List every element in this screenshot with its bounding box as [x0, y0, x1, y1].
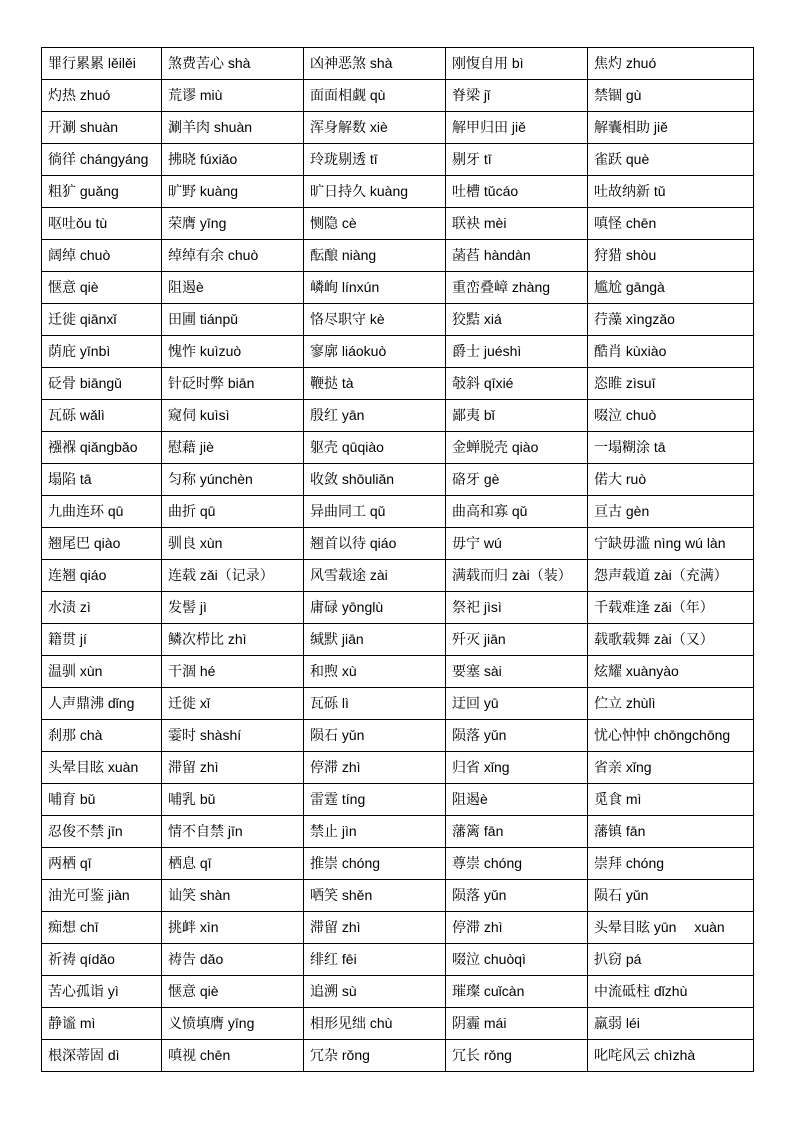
vocab-cell: 追溯 sù	[304, 976, 446, 1008]
table-row	[42, 656, 754, 688]
vocab-cell: 连载 zǎi（记录）	[162, 560, 304, 592]
vocabulary-table-body	[42, 48, 754, 1072]
vocab-cell: 脊梁 jǐ	[446, 80, 588, 112]
vocab-cell: 阔绰 chuò	[42, 240, 162, 272]
vocab-cell: 慰藉 jiè	[162, 432, 304, 464]
vocab-cell: 煞费苦心 shà	[162, 48, 304, 80]
vocab-cell: 解囊相助 jiě	[588, 112, 754, 144]
vocab-cell: 寥廓 liáokuò	[304, 336, 446, 368]
vocab-cell: 庸碌 yōnglù	[304, 592, 446, 624]
table-row	[42, 848, 754, 880]
vocab-cell: 荫庇 yīnbì	[42, 336, 162, 368]
vocab-cell: 籍贯 jí	[42, 624, 162, 656]
vocab-cell: 尴尬 gāngà	[588, 272, 754, 304]
vocab-cell: 雀跃 què	[588, 144, 754, 176]
table-row	[42, 272, 754, 304]
vocab-cell: 恻隐 cè	[304, 208, 446, 240]
vocab-cell: 阻遏è	[446, 784, 588, 816]
table-row	[42, 48, 754, 80]
table-row	[42, 912, 754, 944]
vocab-cell: 菡萏 hàndàn	[446, 240, 588, 272]
vocab-cell: 殷红 yān	[304, 400, 446, 432]
vocab-cell: 驯良 xùn	[162, 528, 304, 560]
vocab-cell: 徜徉 chángyáng	[42, 144, 162, 176]
vocab-cell: 滞留 zhì	[162, 752, 304, 784]
vocab-cell: 狡黠 xiá	[446, 304, 588, 336]
vocab-cell: 义愤填膺 yīng	[162, 1008, 304, 1040]
vocab-cell: 涮羊肉 shuàn	[162, 112, 304, 144]
vocab-cell: 情不自禁 jīn	[162, 816, 304, 848]
table-row	[42, 368, 754, 400]
vocab-cell: 祷告 dǎo	[162, 944, 304, 976]
table-row	[42, 944, 754, 976]
vocab-cell: 收敛 shōuliǎn	[304, 464, 446, 496]
vocab-cell: 冗杂 rǒng	[304, 1040, 446, 1072]
vocab-cell: 迁徙 qiānxǐ	[42, 304, 162, 336]
vocab-cell: 发髻 jì	[162, 592, 304, 624]
vocab-cell: 痴想 chī	[42, 912, 162, 944]
vocab-cell: 开涮 shuàn	[42, 112, 162, 144]
vocab-cell: 禁止 jìn	[304, 816, 446, 848]
vocab-cell: 载歌载舞 zài（又）	[588, 624, 754, 656]
vocab-cell: 田圃 tiánpǔ	[162, 304, 304, 336]
table-row	[42, 144, 754, 176]
vocab-cell: 一塌糊涂 tā	[588, 432, 754, 464]
vocab-cell: 荣膺 yīng	[162, 208, 304, 240]
vocab-cell: 毋宁 wú	[446, 528, 588, 560]
vocab-cell: 满载而归 zài（装）	[446, 560, 588, 592]
vocab-cell: 陨落 yǔn	[446, 720, 588, 752]
vocab-cell: 怨声载道 zài（充满）	[588, 560, 754, 592]
vocab-cell: 祈祷 qídǎo	[42, 944, 162, 976]
vocab-cell: 连翘 qiáo	[42, 560, 162, 592]
table-row	[42, 240, 754, 272]
table-row	[42, 720, 754, 752]
table-row	[42, 336, 754, 368]
table-row	[42, 176, 754, 208]
vocab-cell: 炫耀 xuànyào	[588, 656, 754, 688]
vocab-cell: 罪行累累 lěilěi	[42, 48, 162, 80]
vocab-cell: 恪尽职守 kè	[304, 304, 446, 336]
vocab-cell: 异曲同工 qǔ	[304, 496, 446, 528]
vocab-cell: 栖息 qī	[162, 848, 304, 880]
vocab-cell: 祭祀 jìsì	[446, 592, 588, 624]
vocab-cell: 砭骨 biāngǔ	[42, 368, 162, 400]
vocab-cell: 霎时 shàshí	[162, 720, 304, 752]
table-row	[42, 400, 754, 432]
vocab-cell: 亘古 gèn	[588, 496, 754, 528]
vocab-cell: 中流砥柱 dǐzhù	[588, 976, 754, 1008]
table-row	[42, 560, 754, 592]
vocab-cell: 冗长 rǒng	[446, 1040, 588, 1072]
vocab-cell: 相形见绌 chù	[304, 1008, 446, 1040]
vocab-cell: 翘尾巴 qiào	[42, 528, 162, 560]
vocab-cell: 啜泣 chuòqì	[446, 944, 588, 976]
vocab-cell: 苦心孤诣 yì	[42, 976, 162, 1008]
table-row	[42, 432, 754, 464]
vocab-cell: 雷霆 tíng	[304, 784, 446, 816]
vocab-cell: 藩镇 fān	[588, 816, 754, 848]
vocab-cell: 攲斜 qīxié	[446, 368, 588, 400]
vocab-cell: 嗔怪 chēn	[588, 208, 754, 240]
table-row	[42, 528, 754, 560]
vocab-cell: 省亲 xǐng	[588, 752, 754, 784]
vocab-cell: 两栖 qī	[42, 848, 162, 880]
table-row	[42, 976, 754, 1008]
vocab-cell: 尊崇 chóng	[446, 848, 588, 880]
vocab-cell: 停滞 zhì	[304, 752, 446, 784]
vocab-cell: 解甲归田 jiě	[446, 112, 588, 144]
vocab-cell: 粗犷 guǎng	[42, 176, 162, 208]
vocab-cell: 迁徙 xǐ	[162, 688, 304, 720]
vocab-cell: 风雪载途 zài	[304, 560, 446, 592]
vocab-cell: 酷肖 kùxiào	[588, 336, 754, 368]
vocab-cell: 硌牙 gè	[446, 464, 588, 496]
table-row	[42, 208, 754, 240]
vocab-cell: 偌大 ruò	[588, 464, 754, 496]
table-row	[42, 496, 754, 528]
vocab-cell: 瓦砾 wǎlì	[42, 400, 162, 432]
table-row	[42, 304, 754, 336]
vocab-cell: 缄默 jiān	[304, 624, 446, 656]
vocab-cell: 吐故纳新 tǔ	[588, 176, 754, 208]
vocab-cell: 躯壳 qūqiào	[304, 432, 446, 464]
vocab-cell: 凶神恶煞 shà	[304, 48, 446, 80]
table-row	[42, 624, 754, 656]
vocab-cell: 曲折 qū	[162, 496, 304, 528]
vocab-cell: 忧心忡忡 chōngchōng	[588, 720, 754, 752]
vocab-cell: 曲高和寡 qǔ	[446, 496, 588, 528]
vocab-cell: 荇藻 xìngzǎo	[588, 304, 754, 336]
vocab-cell: 水渍 zì	[42, 592, 162, 624]
vocab-cell: 迂回 yū	[446, 688, 588, 720]
vocab-cell: 推崇 chóng	[304, 848, 446, 880]
vocab-cell: 翘首以待 qiáo	[304, 528, 446, 560]
vocab-cell: 停滞 zhì	[446, 912, 588, 944]
vocab-cell: 头晕目眩 yūn xuàn	[588, 912, 754, 944]
vocab-cell: 匀称 yúnchèn	[162, 464, 304, 496]
vocab-cell: 宁缺毋滥 nìng wú làn	[588, 528, 754, 560]
vocab-cell: 阻遏è	[162, 272, 304, 304]
vocab-cell: 爵士 juéshì	[446, 336, 588, 368]
vocab-cell: 焦灼 zhuó	[588, 48, 754, 80]
vocab-cell: 伫立 zhùlì	[588, 688, 754, 720]
vocab-cell: 挑衅 xìn	[162, 912, 304, 944]
vocab-cell: 刚愎自用 bì	[446, 48, 588, 80]
vocab-cell: 阴霾 mái	[446, 1008, 588, 1040]
vocab-cell: 陨落 yǔn	[446, 880, 588, 912]
vocab-cell: 惬意 qiè	[162, 976, 304, 1008]
vocab-cell: 刹那 chà	[42, 720, 162, 752]
table-row	[42, 784, 754, 816]
table-row	[42, 688, 754, 720]
vocab-cell: 绰绰有余 chuò	[162, 240, 304, 272]
vocabulary-table	[41, 47, 754, 1072]
vocab-cell: 金蝉脱壳 qiào	[446, 432, 588, 464]
vocab-cell: 剔牙 tī	[446, 144, 588, 176]
vocab-cell: 藩篱 fān	[446, 816, 588, 848]
vocab-cell: 拂晓 fúxiǎo	[162, 144, 304, 176]
vocab-cell: 叱咤风云 chìzhà	[588, 1040, 754, 1072]
vocab-cell: 鄙夷 bǐ	[446, 400, 588, 432]
vocab-cell: 嶙峋 línxún	[304, 272, 446, 304]
vocab-cell: 呕吐ǒu tù	[42, 208, 162, 240]
vocab-cell: 干涸 hé	[162, 656, 304, 688]
vocab-cell: 啜泣 chuò	[588, 400, 754, 432]
vocab-cell: 荒谬 miù	[162, 80, 304, 112]
vocab-cell: 旷野 kuàng	[162, 176, 304, 208]
vocab-cell: 狩猎 shòu	[588, 240, 754, 272]
vocab-cell: 陨石 yǔn	[588, 880, 754, 912]
vocab-cell: 讪笑 shàn	[162, 880, 304, 912]
vocab-cell: 绯红 fēi	[304, 944, 446, 976]
vocab-cell: 愧怍 kuìzuò	[162, 336, 304, 368]
table-row	[42, 592, 754, 624]
vocab-cell: 要塞 sài	[446, 656, 588, 688]
vocab-cell: 重峦叠嶂 zhàng	[446, 272, 588, 304]
vocab-cell: 旷日持久 kuàng	[304, 176, 446, 208]
vocab-cell: 鳞次栉比 zhì	[162, 624, 304, 656]
vocab-cell: 吐槽 tǔcáo	[446, 176, 588, 208]
vocab-cell: 面面相觑 qù	[304, 80, 446, 112]
table-row	[42, 1040, 754, 1072]
table-row	[42, 464, 754, 496]
vocab-cell: 酝酿 niàng	[304, 240, 446, 272]
table-row	[42, 752, 754, 784]
table-row	[42, 80, 754, 112]
vocab-cell: 窥伺 kuìsì	[162, 400, 304, 432]
vocab-cell: 歼灭 jiān	[446, 624, 588, 656]
vocab-cell: 璀璨 cuǐcàn	[446, 976, 588, 1008]
vocab-cell: 恣睢 zìsuī	[588, 368, 754, 400]
vocab-cell: 崇拜 chóng	[588, 848, 754, 880]
vocab-cell: 根深蒂固 dì	[42, 1040, 162, 1072]
table-row	[42, 1008, 754, 1040]
vocab-cell: 温驯 xùn	[42, 656, 162, 688]
vocab-cell: 扒窃 pá	[588, 944, 754, 976]
vocab-cell: 禁锢 gù	[588, 80, 754, 112]
vocab-cell: 玲珑剔透 tī	[304, 144, 446, 176]
vocab-cell: 联袂 mèi	[446, 208, 588, 240]
vocab-cell: 静谧 mì	[42, 1008, 162, 1040]
table-row	[42, 880, 754, 912]
vocab-cell: 滞留 zhì	[304, 912, 446, 944]
vocab-cell: 归省 xǐng	[446, 752, 588, 784]
vocab-cell: 油光可鉴 jiàn	[42, 880, 162, 912]
vocab-cell: 塌陷 tā	[42, 464, 162, 496]
vocab-cell: 嗔视 chēn	[162, 1040, 304, 1072]
vocab-cell: 千载难逢 zǎi（年）	[588, 592, 754, 624]
vocab-cell: 鞭挞 tà	[304, 368, 446, 400]
vocab-cell: 和煦 xù	[304, 656, 446, 688]
vocab-cell: 忍俊不禁 jīn	[42, 816, 162, 848]
vocab-cell: 瓦砾 lì	[304, 688, 446, 720]
vocab-cell: 针砭时弊 biān	[162, 368, 304, 400]
vocab-cell: 浑身解数 xiè	[304, 112, 446, 144]
vocab-cell: 哺乳 bǔ	[162, 784, 304, 816]
vocab-cell: 觅食 mì	[588, 784, 754, 816]
vocab-cell: 羸弱 léi	[588, 1008, 754, 1040]
vocab-cell: 惬意 qiè	[42, 272, 162, 304]
vocab-cell: 九曲连环 qū	[42, 496, 162, 528]
vocab-cell: 哂笑 shěn	[304, 880, 446, 912]
vocab-cell: 灼热 zhuó	[42, 80, 162, 112]
vocab-cell: 陨石 yǔn	[304, 720, 446, 752]
vocab-cell: 哺育 bǔ	[42, 784, 162, 816]
vocab-cell: 襁褓 qiǎngbǎo	[42, 432, 162, 464]
table-row	[42, 112, 754, 144]
table-row	[42, 816, 754, 848]
vocab-cell: 人声鼎沸 dǐng	[42, 688, 162, 720]
vocab-cell: 头晕目眩 xuàn	[42, 752, 162, 784]
